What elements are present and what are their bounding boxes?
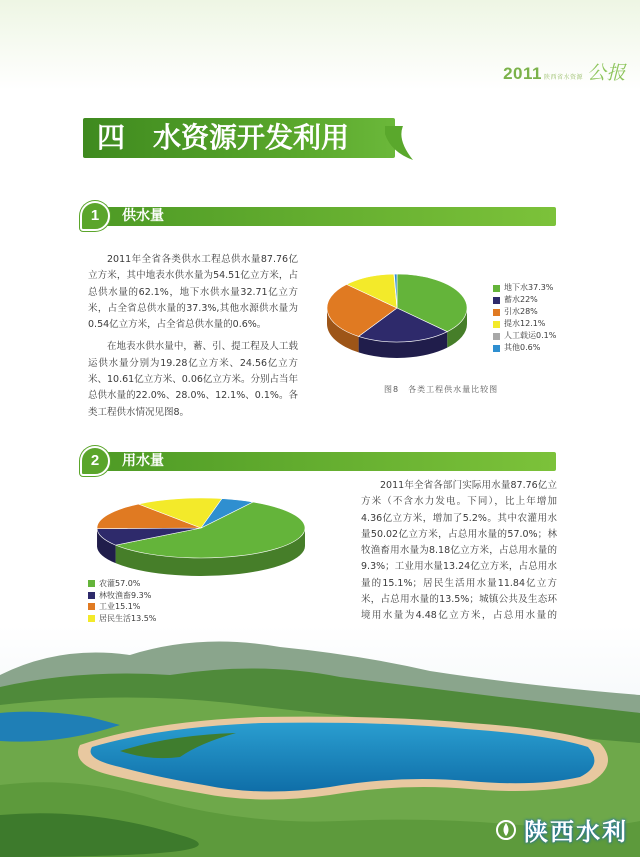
legend-label: 人工载运0.1%	[504, 331, 557, 340]
legend-label: 引水28%	[504, 307, 538, 316]
usage-pie-chart	[92, 492, 310, 578]
section2-paragraph: 2011年全省各部门实际用水量87.76亿立方米（不含水力发电。下同），比上年增加4.36亿立方米，增加了5.2%。其中农灌用水量50.02亿立方米，占总用水量的57.0%；林牧渔畜用水量为8.18亿立方米，占总用水量的9.3%；工业用水量13.24亿立方米，占总用水量的15.1%；居民生活用水量11.84亿立方米，占总用水量的13.5%；城镇公共及生态环境用水量为4.48亿立方米，占总用水量的	[361, 480, 557, 622]
brand-logo	[494, 812, 628, 847]
legend-label: 农灌57.0%	[99, 579, 141, 588]
legend-swatch	[493, 285, 500, 292]
legend-swatch	[493, 321, 500, 328]
legend-label: 提水12.1%	[504, 319, 546, 328]
legend-swatch	[493, 297, 500, 304]
header-year: 2011	[503, 64, 542, 83]
section2-number-badge: 2	[80, 446, 110, 476]
report-header-mark	[503, 58, 626, 85]
logo-text: 陕西水利	[524, 818, 628, 846]
chapter-title: 四 水资源开发利用	[83, 118, 395, 158]
chapter-title-tail	[385, 126, 415, 162]
legend-item	[88, 601, 191, 613]
legend-swatch	[88, 592, 95, 599]
legend-swatch	[493, 345, 500, 352]
legend-swatch	[88, 603, 95, 610]
supply-pie-chart	[322, 268, 472, 368]
header-report-char: 公报	[586, 62, 626, 84]
legend-item	[88, 613, 191, 625]
section1-paragraph: 在地表水供水量中，蓄、引、提工程及人工载运供水量分别为19.28亿立方米、24.56亿立方米、10.61亿立方米、0.06亿立方米。分别占当年总供水量的22.0%、28.0%、12.1%、0.1%。各类工程供水情况见图8。	[88, 341, 298, 418]
legend-label: 地下水37.3%	[504, 283, 554, 292]
header-subtitle: 陕西省水资源	[543, 75, 583, 81]
legend-item	[493, 342, 556, 354]
legend-item	[493, 282, 556, 294]
legend-item	[88, 590, 191, 602]
section1-paragraph: 2011年全省各类供水工程总供水量87.76亿立方米，其中地表水供水量为54.51亿立方米，占总供水量的62.1%，地下水供水量32.71亿立方米，占全省总供水量的37.3%,其他水源供水量为0.54亿立方米，占全省总供水量的0.6%。	[88, 254, 298, 331]
legend-item	[493, 294, 556, 306]
water-drop-logo-icon	[494, 819, 518, 841]
legend-label: 蓄水22%	[504, 295, 538, 304]
legend-item	[88, 578, 191, 590]
supply-chart-legend	[493, 282, 556, 354]
section1-number-badge: 1	[80, 201, 110, 231]
figure8-caption: 图8 各类工程供水量比较图	[384, 385, 499, 394]
legend-swatch	[493, 333, 500, 340]
legend-item	[493, 318, 556, 330]
section1-text	[88, 252, 298, 421]
legend-label: 林牧渔畜9.3%	[99, 590, 152, 600]
legend-swatch	[493, 309, 500, 316]
section2-title: 用水量	[122, 453, 164, 469]
legend-label: 居民生活13.5%	[99, 613, 157, 623]
legend-item	[493, 330, 556, 342]
legend-swatch	[88, 615, 95, 622]
legend-label: 其他0.6%	[504, 343, 541, 352]
legend-swatch	[88, 580, 95, 587]
legend-item	[493, 306, 556, 318]
section1-title: 供水量	[122, 208, 164, 224]
legend-label: 工业15.1%	[99, 602, 141, 611]
